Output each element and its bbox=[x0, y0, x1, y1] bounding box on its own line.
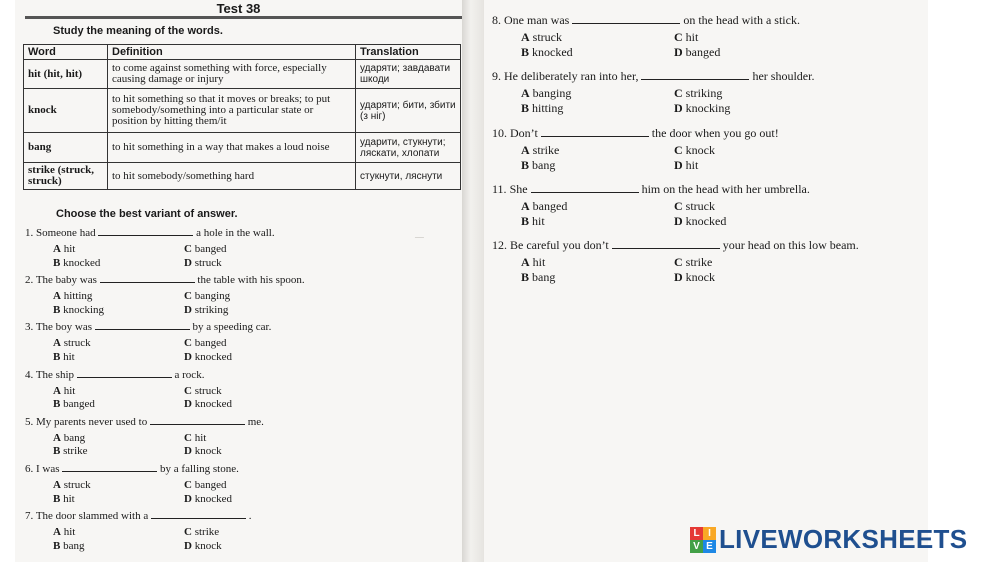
option-text: knock bbox=[685, 270, 715, 285]
answer-blank[interactable] bbox=[98, 227, 193, 236]
question-text-before: One man was bbox=[504, 13, 570, 27]
option-letter: A bbox=[53, 243, 61, 255]
question-number: 5. bbox=[25, 415, 34, 428]
option-letter: A bbox=[521, 142, 530, 157]
option-letter: A bbox=[53, 384, 61, 397]
bleed-through-text: — bbox=[415, 232, 424, 243]
question-stem bbox=[492, 126, 779, 141]
answer-blank[interactable] bbox=[77, 369, 172, 378]
option-letter: A bbox=[53, 526, 61, 539]
answer-option-c[interactable] bbox=[674, 143, 715, 158]
table-row bbox=[24, 89, 461, 133]
answer-blank[interactable] bbox=[150, 416, 245, 425]
question-text-after: her shoulder. bbox=[752, 69, 815, 84]
answer-option-c[interactable] bbox=[184, 243, 226, 255]
option-text: banging bbox=[194, 290, 231, 303]
answer-option-a[interactable] bbox=[521, 199, 567, 214]
question-text-after: me. bbox=[247, 415, 264, 428]
question-text-before: I was bbox=[36, 463, 60, 475]
answer-option-b[interactable] bbox=[53, 351, 75, 363]
question-text-after: by a falling stone. bbox=[160, 463, 239, 475]
definition-cell: to come against something with force, especially causing damage or injury bbox=[108, 60, 356, 89]
option-letter: A bbox=[521, 198, 530, 213]
option-letter: A bbox=[53, 479, 61, 491]
answer-option-d[interactable] bbox=[184, 445, 222, 457]
answer-option-b[interactable] bbox=[53, 493, 75, 505]
option-letter: B bbox=[53, 539, 61, 552]
answer-option-d[interactable] bbox=[674, 214, 726, 229]
header-definition: Definition bbox=[108, 45, 356, 60]
answer-option-a[interactable] bbox=[53, 243, 75, 255]
answer-blank[interactable] bbox=[612, 240, 720, 249]
definition-cell: to hit something in a way that makes a loud noise bbox=[108, 133, 356, 163]
logo-mark-letter: I bbox=[703, 527, 716, 540]
question-number: 10. bbox=[492, 125, 507, 140]
answer-option-b[interactable] bbox=[521, 270, 555, 285]
option-text: bang bbox=[63, 539, 85, 552]
option-text: strike bbox=[532, 142, 560, 157]
option-letter: A bbox=[521, 86, 530, 101]
liveworksheets-logo bbox=[690, 524, 967, 555]
option-letter: D bbox=[184, 539, 192, 552]
option-text: bang bbox=[532, 270, 556, 285]
question-stem bbox=[25, 321, 271, 333]
option-text: hit bbox=[63, 384, 76, 397]
option-text: struck bbox=[194, 384, 222, 397]
answer-option-b[interactable] bbox=[53, 540, 84, 552]
book-gutter bbox=[462, 0, 484, 562]
question-text-after: on the head with a stick. bbox=[683, 13, 800, 27]
answer-option-d[interactable] bbox=[184, 540, 222, 552]
option-letter: B bbox=[53, 492, 61, 505]
answer-option-c[interactable] bbox=[184, 290, 230, 302]
logo-mark-icon bbox=[690, 527, 716, 553]
question-number: 7. bbox=[25, 510, 34, 523]
option-letter: D bbox=[184, 256, 192, 269]
translation-cell: ударити, стукнути; ляскати, хлопати bbox=[356, 133, 461, 163]
answer-option-b[interactable] bbox=[521, 101, 563, 116]
question-text-after: . bbox=[248, 510, 252, 523]
answer-option-a[interactable] bbox=[521, 86, 571, 101]
option-letter: C bbox=[674, 30, 683, 44]
option-text: knocked bbox=[685, 213, 727, 228]
answer-blank[interactable] bbox=[62, 463, 157, 472]
option-text: struck bbox=[685, 198, 715, 213]
question-text-before: The ship bbox=[35, 368, 75, 381]
answer-option-a[interactable] bbox=[53, 432, 85, 444]
option-letter: D bbox=[674, 45, 683, 59]
answer-option-d[interactable] bbox=[184, 493, 232, 505]
table-row bbox=[24, 133, 461, 163]
answer-option-a[interactable] bbox=[53, 385, 75, 397]
question-number: 4. bbox=[25, 368, 34, 381]
option-letter: D bbox=[184, 350, 192, 363]
option-text: knocked bbox=[194, 492, 232, 505]
option-text: hit bbox=[63, 492, 75, 505]
answer-blank[interactable] bbox=[641, 71, 749, 80]
option-letter: C bbox=[184, 479, 192, 491]
answer-option-c[interactable] bbox=[674, 30, 698, 45]
option-text: struck bbox=[532, 30, 562, 44]
answer-option-a[interactable] bbox=[53, 526, 75, 538]
option-letter: A bbox=[521, 255, 530, 270]
option-text: hit bbox=[532, 213, 545, 228]
option-text: knocked bbox=[63, 256, 101, 269]
translation-cell: ударяти; бити, збити (з ніг) bbox=[356, 89, 461, 133]
option-letter: D bbox=[674, 213, 683, 228]
answer-option-d[interactable] bbox=[184, 304, 228, 316]
option-letter: B bbox=[53, 350, 61, 363]
table-header-row bbox=[24, 45, 461, 60]
question-number: 6. bbox=[25, 463, 34, 475]
question-number: 1. bbox=[25, 227, 34, 239]
question-stem bbox=[25, 274, 305, 286]
question-text-after: him on the head with her umbrella. bbox=[641, 181, 810, 196]
question-text-after: the table with his spoon. bbox=[197, 274, 305, 287]
option-text: struck bbox=[63, 479, 91, 491]
question-text-after: your head on this low beam. bbox=[722, 238, 859, 253]
answer-option-b[interactable] bbox=[53, 445, 88, 457]
answer-option-c[interactable] bbox=[674, 255, 712, 270]
answer-blank[interactable] bbox=[100, 274, 195, 283]
answer-blank[interactable] bbox=[572, 15, 680, 24]
option-letter: A bbox=[53, 337, 61, 350]
title-rule bbox=[25, 16, 462, 19]
option-text: banged bbox=[194, 243, 227, 255]
option-letter: D bbox=[674, 157, 683, 172]
option-text: knocking bbox=[685, 101, 731, 116]
option-text: banged bbox=[194, 479, 227, 491]
option-text: struck bbox=[194, 256, 222, 269]
option-text: struck bbox=[63, 337, 91, 350]
option-letter: B bbox=[53, 256, 61, 269]
answer-option-b[interactable] bbox=[521, 158, 555, 173]
option-text: hit bbox=[63, 243, 76, 255]
option-text: strike bbox=[194, 526, 220, 539]
answer-option-d[interactable] bbox=[184, 257, 222, 269]
answer-option-d[interactable] bbox=[674, 158, 698, 173]
option-text: bang bbox=[63, 431, 86, 444]
option-letter: B bbox=[53, 445, 61, 458]
option-letter: B bbox=[521, 45, 530, 59]
option-letter: A bbox=[521, 30, 530, 44]
option-text: knocking bbox=[63, 303, 105, 316]
question-text-after: by a speeding car. bbox=[192, 321, 272, 334]
answer-option-b[interactable] bbox=[53, 257, 100, 269]
word-cell: knock bbox=[24, 89, 108, 133]
table-row bbox=[24, 163, 461, 190]
option-text: hit bbox=[685, 30, 699, 44]
answer-blank[interactable] bbox=[531, 184, 639, 193]
option-letter: D bbox=[184, 492, 192, 505]
answer-option-c[interactable] bbox=[184, 432, 206, 444]
option-letter: D bbox=[184, 445, 192, 458]
option-text: hit bbox=[63, 350, 75, 363]
right-page bbox=[484, 0, 928, 562]
option-text: knock bbox=[194, 539, 222, 552]
translation-cell: ударяти; завдавати шкоди bbox=[356, 60, 461, 89]
logo-mark-letter: E bbox=[703, 540, 716, 553]
option-letter: C bbox=[184, 337, 192, 350]
question-text-after: a hole in the wall. bbox=[196, 227, 275, 239]
question-text-before: The boy was bbox=[35, 321, 93, 334]
question-stem bbox=[492, 238, 859, 253]
question-number: 12. bbox=[492, 238, 507, 253]
word-cell: hit (hit, hit) bbox=[24, 60, 108, 89]
instruction-meaning: Study the meaning of the words. bbox=[53, 25, 223, 37]
answer-option-a[interactable] bbox=[521, 255, 545, 270]
option-text: banged bbox=[532, 198, 568, 213]
question-text-before: My parents never used to bbox=[36, 415, 148, 428]
question-text-before: The door slammed with a bbox=[35, 510, 149, 523]
answer-option-a[interactable] bbox=[521, 30, 562, 45]
answer-option-b[interactable] bbox=[521, 45, 573, 60]
option-letter: C bbox=[674, 255, 683, 270]
question-number: 9. bbox=[492, 69, 501, 84]
option-text: hit bbox=[532, 255, 546, 270]
question-text-before: The baby was bbox=[35, 274, 97, 287]
option-text: knock bbox=[194, 445, 222, 458]
answer-option-c[interactable] bbox=[674, 86, 722, 101]
question-text-before: He deliberately ran into her, bbox=[504, 69, 639, 84]
option-text: knocked bbox=[532, 45, 573, 59]
option-text: striking bbox=[194, 303, 229, 316]
option-letter: C bbox=[674, 198, 683, 213]
option-text: banging bbox=[532, 86, 572, 101]
option-letter: C bbox=[184, 290, 192, 303]
option-text: hit bbox=[194, 431, 207, 444]
option-letter: B bbox=[53, 398, 61, 411]
option-text: banged bbox=[685, 45, 721, 59]
translation-cell: стукнути, ляснути bbox=[356, 163, 461, 190]
header-translation: Translation bbox=[356, 45, 461, 60]
answer-option-b[interactable] bbox=[521, 214, 545, 229]
definition-cell: to hit something so that it moves or breaks; to put somebody/something into a particular state or position by hitting them/it bbox=[108, 89, 356, 133]
answer-option-a[interactable] bbox=[53, 337, 91, 349]
answer-option-d[interactable] bbox=[674, 101, 730, 116]
question-text-before: Don’t bbox=[510, 125, 538, 140]
question-stem bbox=[25, 463, 239, 475]
option-text: hitting bbox=[532, 101, 564, 116]
question-stem bbox=[492, 182, 810, 197]
option-text: hit bbox=[685, 157, 699, 172]
question-number: 11. bbox=[492, 181, 507, 196]
question-number: 3. bbox=[25, 321, 34, 334]
option-letter: C bbox=[184, 431, 192, 444]
word-cell: bang bbox=[24, 133, 108, 163]
option-letter: C bbox=[674, 86, 683, 101]
answer-option-b[interactable] bbox=[53, 398, 95, 410]
answer-option-b[interactable] bbox=[53, 304, 104, 316]
option-text: banged bbox=[194, 337, 227, 350]
option-letter: D bbox=[184, 303, 192, 316]
answer-option-a[interactable] bbox=[53, 479, 91, 491]
question-stem bbox=[25, 416, 264, 428]
option-text: hitting bbox=[63, 290, 93, 303]
answer-option-c[interactable] bbox=[184, 385, 222, 397]
answer-option-a[interactable] bbox=[521, 143, 559, 158]
option-text: knocked bbox=[194, 398, 232, 411]
option-text: strike bbox=[685, 255, 713, 270]
option-letter: B bbox=[53, 303, 61, 316]
option-text: hit bbox=[63, 526, 76, 539]
option-text: striking bbox=[685, 86, 723, 101]
question-stem bbox=[25, 510, 251, 522]
logo-text: LIVEWORKSHEETS bbox=[719, 524, 968, 554]
question-text-after: the door when you go out! bbox=[651, 125, 779, 140]
option-text: knock bbox=[685, 142, 715, 157]
question-number: 8. bbox=[492, 13, 501, 27]
logo-mark-letter: V bbox=[690, 540, 703, 553]
option-text: strike bbox=[63, 445, 88, 458]
table-row bbox=[24, 60, 461, 89]
answer-option-d[interactable] bbox=[674, 270, 715, 285]
option-letter: C bbox=[184, 384, 192, 397]
answer-option-d[interactable] bbox=[184, 398, 232, 410]
question-stem bbox=[492, 69, 814, 84]
test-title: Test 38 bbox=[216, 1, 261, 16]
question-stem bbox=[25, 369, 204, 381]
option-letter: D bbox=[674, 101, 683, 116]
header-word: Word bbox=[24, 45, 108, 60]
definition-cell: to hit somebody/something hard bbox=[108, 163, 356, 190]
answer-blank[interactable] bbox=[541, 128, 649, 137]
question-number: 2. bbox=[25, 274, 34, 287]
answer-blank[interactable] bbox=[151, 510, 246, 519]
option-letter: C bbox=[674, 142, 683, 157]
option-letter: C bbox=[184, 526, 192, 539]
question-text-before: She bbox=[509, 181, 528, 196]
answer-option-c[interactable] bbox=[184, 337, 226, 349]
option-letter: A bbox=[53, 290, 61, 303]
instruction-choose: Choose the best variant of answer. bbox=[56, 208, 238, 220]
question-stem bbox=[492, 13, 800, 28]
answer-option-a[interactable] bbox=[53, 290, 92, 302]
option-letter: B bbox=[521, 157, 530, 172]
option-letter: B bbox=[521, 213, 530, 228]
option-text: banged bbox=[63, 398, 95, 411]
answer-option-d[interactable] bbox=[184, 351, 232, 363]
question-text-before: Be careful you don’t bbox=[510, 238, 609, 253]
answer-option-c[interactable] bbox=[184, 526, 219, 538]
logo-mark-letter: L bbox=[690, 527, 703, 540]
question-stem bbox=[25, 227, 275, 239]
question-text-after: a rock. bbox=[174, 368, 205, 381]
vocabulary-table bbox=[23, 44, 461, 190]
option-letter: D bbox=[674, 270, 683, 285]
answer-option-c[interactable] bbox=[674, 199, 715, 214]
word-cell: strike (struck, struck) bbox=[24, 163, 108, 190]
answer-option-d[interactable] bbox=[674, 45, 720, 60]
option-text: knocked bbox=[194, 350, 232, 363]
option-letter: B bbox=[521, 101, 530, 116]
answer-option-c[interactable] bbox=[184, 479, 226, 491]
left-page bbox=[15, 0, 462, 562]
option-letter: A bbox=[53, 431, 61, 444]
option-text: bang bbox=[532, 157, 556, 172]
answer-blank[interactable] bbox=[95, 321, 190, 330]
option-letter: C bbox=[184, 243, 192, 255]
question-text-before: Someone had bbox=[36, 227, 96, 239]
option-letter: B bbox=[521, 270, 530, 285]
option-letter: D bbox=[184, 398, 192, 411]
